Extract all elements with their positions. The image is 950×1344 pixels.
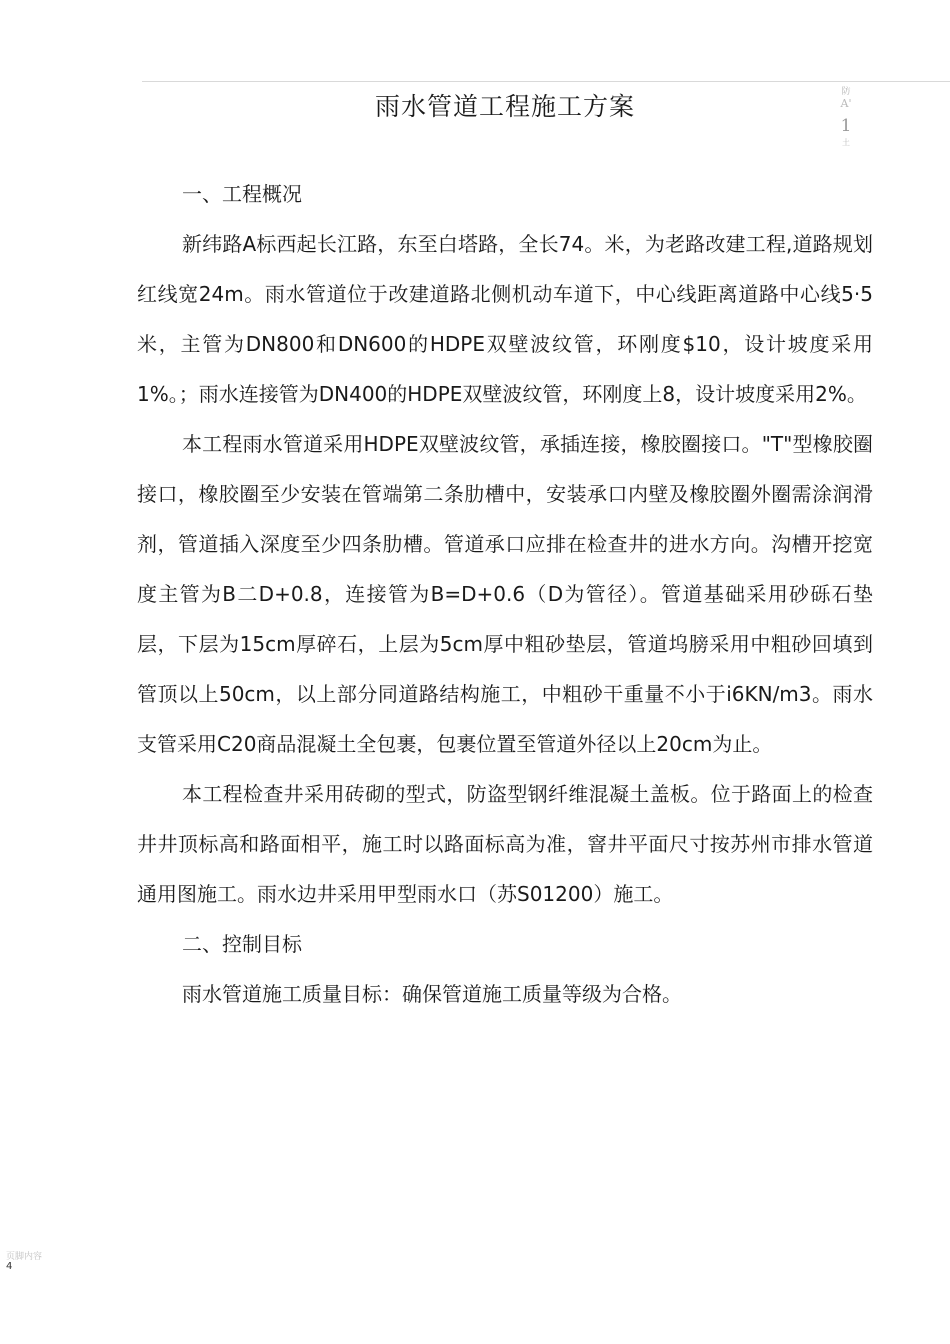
header-rule: [142, 81, 950, 82]
footer-label: 页脚内容: [6, 1252, 43, 1262]
document-title: 雨水管道工程施工方案: [374, 92, 635, 121]
section-heading-control-targets: 二、控制目标: [182, 932, 302, 956]
section-heading-overview: 一、工程概况: [182, 182, 302, 206]
margin-annotation: [838, 86, 854, 149]
margin-note-4: 土: [842, 138, 850, 147]
document-body: [137, 169, 873, 1019]
paragraph-project-summary: 新纬路A标西起长江路，东至白塔路，全长74。米，为老路改建工程,道路规划红线宽24m。雨水管道位于改建道路北侧机动车道下，中心线距离道路中心线5·5米，主管为DN800和DN600的HDPE双壁波纹管，环刚度$10，设计坡度采用1%。；雨水连接管为DN400的HDPE双壁波纹管，环刚度上8，设计坡度采用2%。: [137, 232, 873, 406]
margin-note-2: A': [840, 97, 852, 110]
paragraph-inspection-wells: 本工程检查井采用砖砌的型式，防盗型钢纤维混凝土盖板。位于路面上的检查井井顶标高和路面相平，施工时以路面标高为准，窨井平面尺寸按苏州市排水管道通用图施工。雨水边井采用甲型雨水口（苏S01200）施工。: [137, 782, 873, 906]
margin-note-1: 防: [841, 87, 851, 97]
paragraph-quality-target: 雨水管道施工质量目标：确保管道施工质量等级为合格。: [182, 982, 682, 1006]
margin-note-3: 1: [840, 116, 852, 136]
paragraph-pipe-installation: 本工程雨水管道采用HDPE双壁波纹管，承插连接，橡胶圈接口。"T"型橡胶圈接口，橡胶圈至少安装在管端第二条肋槽中，安装承口内壁及橡胶圈外圈需涂润滑剂，管道插入深度至少四条肋槽。管道承口应排在检查井的进水方向。沟槽开挖宽度主管为B二D+0.8，连接管为B=D+0.6（D为管径）。管道基础采用砂砾石垫层，下层为15cm厚碎石，上层为5cm厚中粗砂垫层，管道坞膀采用中粗砂回填到管顶以上50cm，以上部分同道路结构施工，中粗砂干重量不小于i6KN/m3。雨水支管采用C20商品混凝土全包裹，包裹位置至管道外径以上20cm为止。: [137, 432, 873, 756]
page-number: 4: [6, 1261, 13, 1272]
